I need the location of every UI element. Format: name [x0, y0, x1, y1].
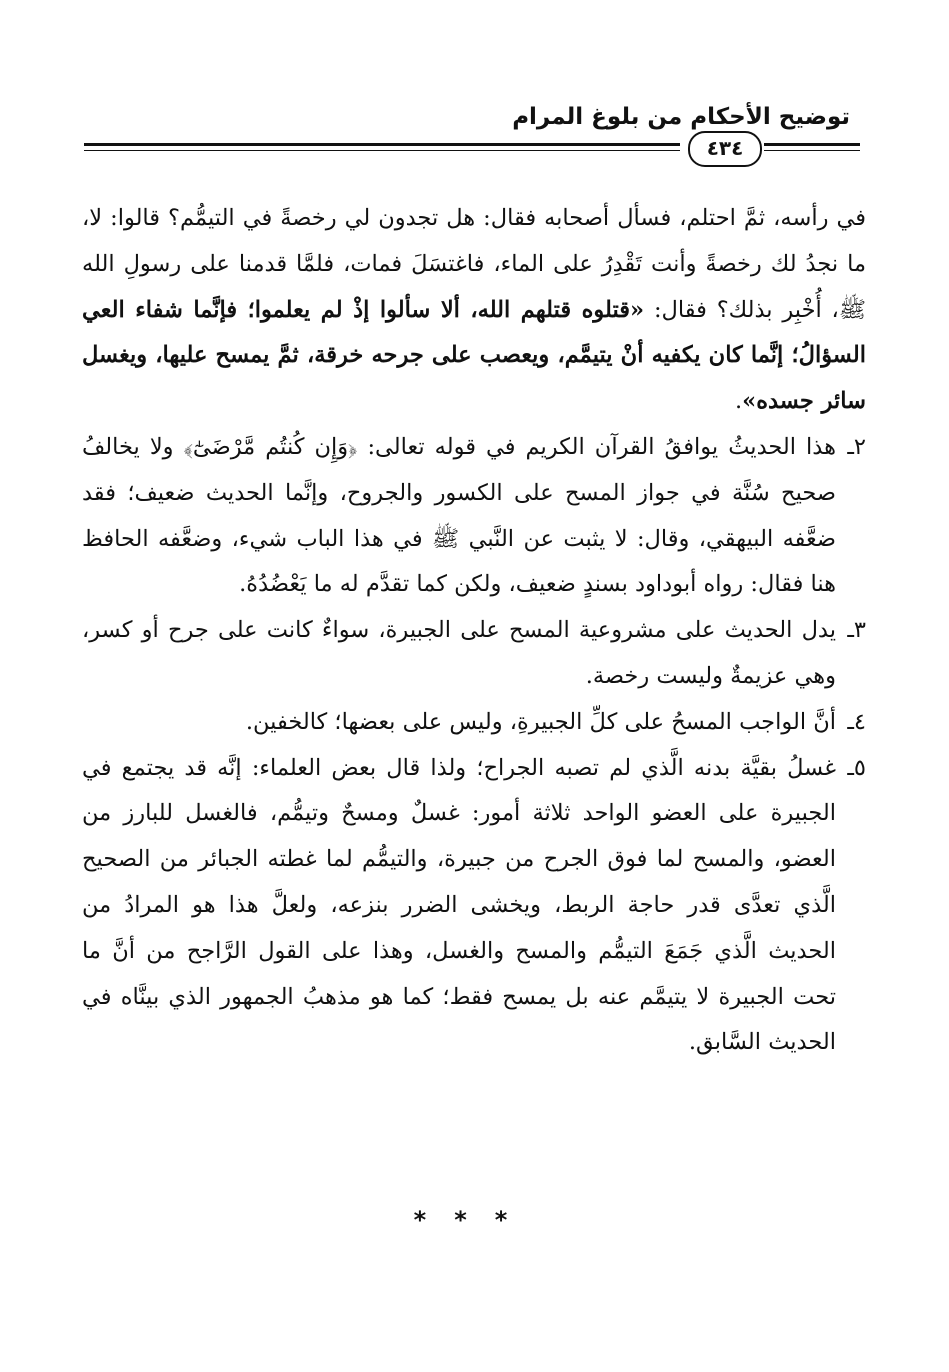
- header-rule: [84, 143, 680, 146]
- header-rule: [764, 150, 860, 151]
- item-number: ٢ـ: [847, 433, 866, 460]
- intro-paragraph: [82, 196, 866, 425]
- page-number: ٤٣٤: [688, 131, 762, 167]
- intro-text: في رأسه، ثمَّ احتلم، فسأل أصحابه فقال: هل تجدون لي رخصةً في التيمُّم؟ قالوا: لا، ما نجدُ لك رخصةً وأنت تَقْدِرُ على الماء، فاغتسَلَ فمات، فلمَّا قدمنا على رسولِ الله ﷺ، أُخْبِر بذلك؟ فقال:: [82, 205, 866, 323]
- page-body: [82, 196, 866, 1066]
- page-header: [84, 104, 860, 166]
- section-separator: ***: [413, 1206, 536, 1234]
- book-title: توضيح الأحكام من بلوغ المرام: [512, 104, 850, 130]
- item-text: غسلُ بقيَّة بدنه الَّذي لم تصبه الجراح؛ ولذا قال بعض العلماء: إنَّه قد يجتمع في الجبيرة على العضو الواحد ثلاثة أمور: غسلٌ ومسحٌ وتيمُّم، فالغسل للبارز من العضو، والمسح لما فوق الجرح من جبيرة، والتيمُّم لما غطته الجبائر من الصحيح الَّذي تعدَّى قدر حاجة الربط، ويخشى الضرر بنزعه، ولعلَّ هذا هو المرادُ من الحديث الَّذي جَمَعَ التيمُّم والمسح والغسل، وهذا على القول الرَّاجح من أنَّ ما تحت الجبيرة لا يتيمَّم عنه بل يمسح فقط؛ كما هو مذهبُ الجمهور الذي بينَّاه في الحديث السَّابق.: [82, 754, 836, 1056]
- item-number: ٥ـ: [847, 754, 866, 781]
- item-text: هذا الحديثُ يوافقُ القرآن الكريم في قوله تعالى: ﴿وَإِن كُنتُم مَّرْضَىٰٓ﴾ ولا يخالفُ صحيح سُنَّة في جواز المسح على الكسور والجروح، وإنَّما الحديث ضعيف؛ فقد ضعَّفه البيهقي، وقال: لا يثبت عن النَّبي ﷺ في هذا الباب شيء، وضعَّفه الحافظ هنا فقال: رواه أبوداود بسندٍ ضعيف، ولكن كما تقدَّم له ما يَعْضُدُهُ.: [82, 433, 836, 598]
- item-text: يدل الحديث على مشروعية المسح على الجبيرة، سواءٌ كانت على جرح أو كسر، وهي عزيمةٌ وليست رخصة.: [82, 617, 836, 689]
- list-item: [82, 700, 866, 746]
- item-text: أنَّ الواجب المسحُ على كلِّ الجبيرةِ، وليس على بعضها؛ كالخفين.: [245, 708, 836, 735]
- hadith-quote: «قتلوه قتلهم الله، ألا سألوا إذْ لم يعلموا؛ فإنَّما شفاء العي السؤالُ؛ إنَّما كان يكفيه أنْ يتيمَّم، ويعصب على جرحه خرقة، ثمَّ يمسح عليها، ويغسل سائر جسده»: [82, 296, 866, 415]
- list-item: [82, 746, 866, 1067]
- item-number: ٣ـ: [847, 617, 866, 644]
- header-rule: [84, 150, 680, 151]
- header-rule: [764, 143, 860, 146]
- list-item: [82, 608, 866, 700]
- list-item: [82, 425, 866, 608]
- item-number: ٤ـ: [847, 708, 866, 735]
- intro-end: .: [734, 388, 743, 415]
